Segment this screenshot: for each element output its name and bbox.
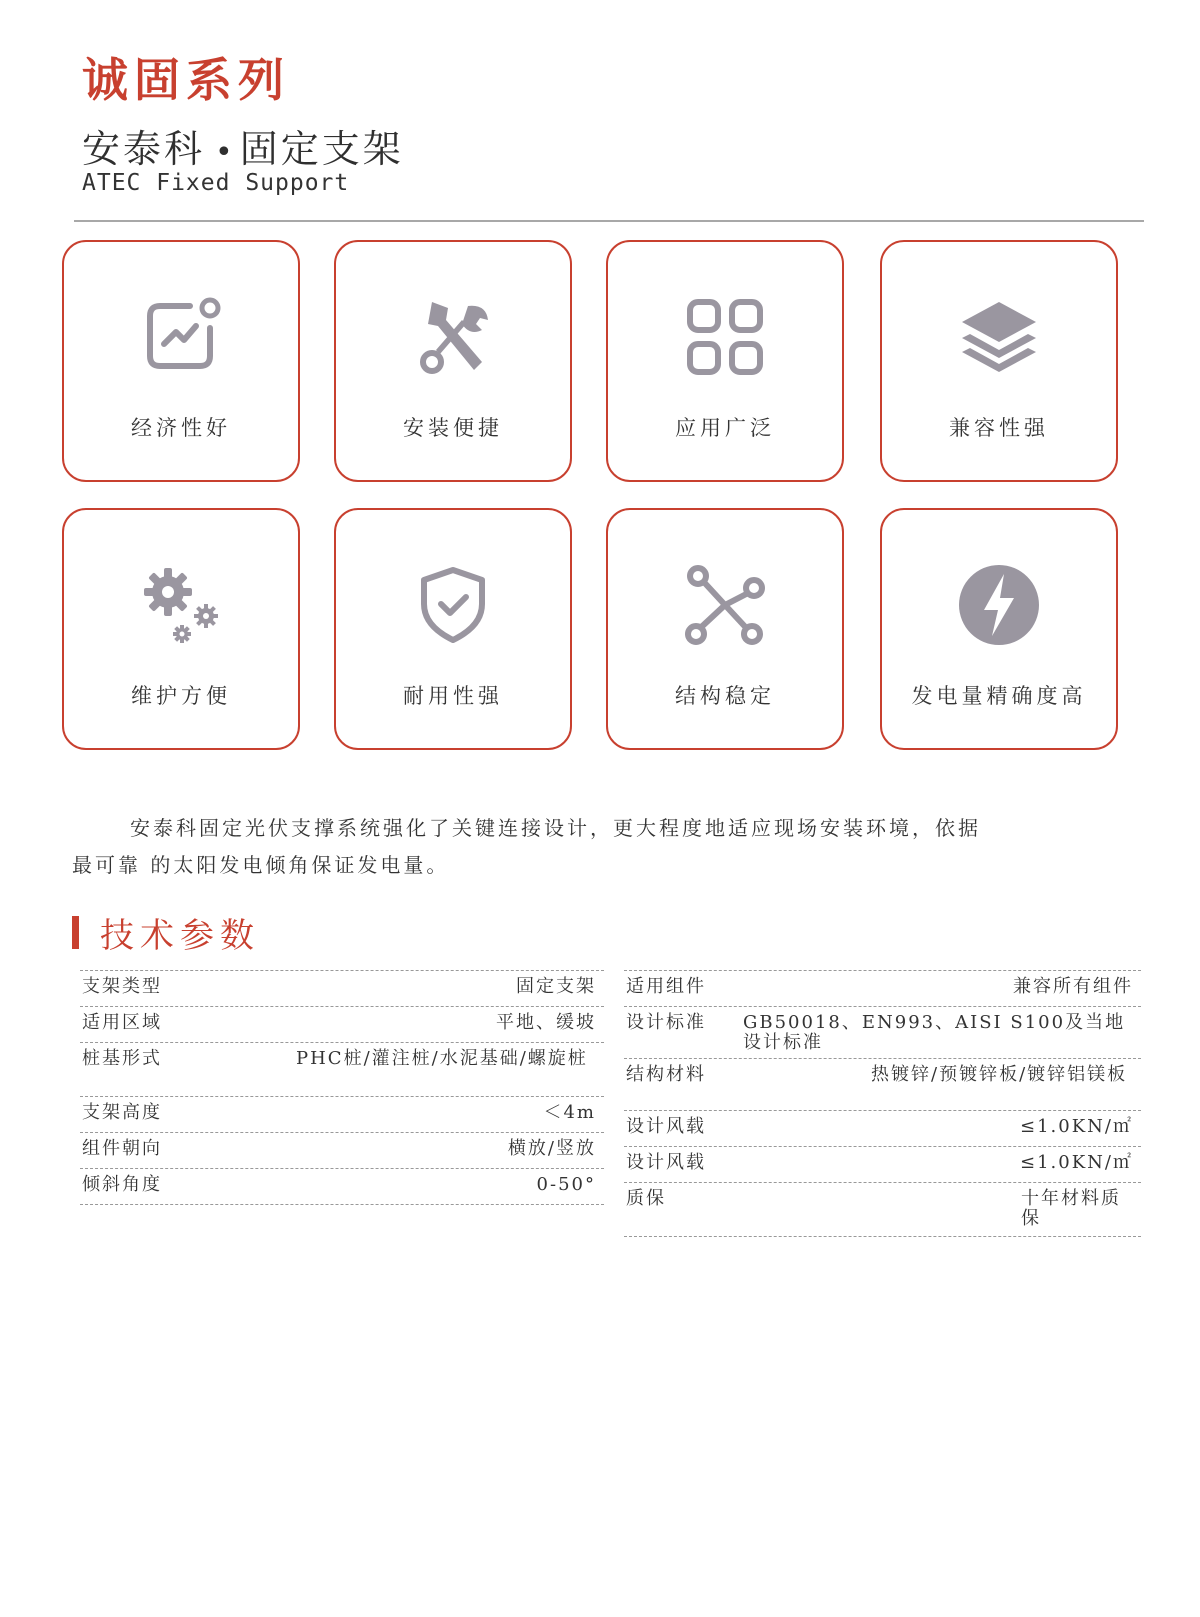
series-title: 诚固系列	[82, 53, 290, 107]
spec-value: ＜4m	[543, 1102, 596, 1123]
feature-label: 应用广泛	[675, 416, 775, 440]
spec-key: 倾斜角度	[82, 1174, 162, 1195]
chart-trend-icon	[138, 294, 224, 380]
spec-value: 十年材料质保	[1021, 1188, 1121, 1229]
feature-card-installation	[334, 240, 572, 482]
product-name: 安泰科	[82, 127, 206, 171]
spec-key: 桩基形式	[82, 1048, 162, 1069]
feature-label: 维护方便	[131, 684, 231, 708]
spec-key: 适用区域	[82, 1012, 162, 1033]
spec-key: 支架高度	[82, 1102, 162, 1123]
spec-row	[624, 1007, 1141, 1059]
feature-card-economy	[62, 240, 300, 482]
spec-row	[80, 1007, 604, 1043]
product-english-name: ATEC Fixed Support	[82, 170, 350, 196]
feature-label: 耐用性强	[403, 684, 503, 708]
grid-squares-icon	[682, 294, 768, 380]
feature-card-stability	[606, 508, 844, 750]
spec-value: ≤1.0KN/㎡	[1020, 1116, 1133, 1137]
feature-card-application	[606, 240, 844, 482]
spec-key: 支架类型	[82, 976, 162, 997]
spec-row	[80, 1043, 604, 1097]
spec-value: 0-50°	[536, 1174, 596, 1195]
specs-title: 技术参数	[100, 916, 260, 956]
layers-icon	[956, 294, 1042, 380]
spec-key: 设计标准	[626, 1012, 706, 1033]
feature-card-durability	[334, 508, 572, 750]
spec-row	[80, 971, 604, 1007]
spec-value: 横放/竖放	[507, 1138, 596, 1159]
spec-row	[80, 1169, 604, 1205]
spec-key: 设计风载	[626, 1116, 706, 1137]
feature-label: 兼容性强	[949, 416, 1049, 440]
spec-row	[624, 1059, 1141, 1111]
section-marker	[72, 916, 79, 949]
spec-key: 设计风载	[626, 1152, 706, 1173]
intro-paragraph	[72, 810, 1127, 884]
feature-label: 经济性好	[131, 416, 231, 440]
tools-icon	[410, 294, 496, 380]
intro-line-1: 安泰科固定光伏支撑系统强化了关键连接设计，更大程度地适应现场安装环境，依据	[130, 816, 981, 840]
title-dot: •	[215, 135, 236, 170]
spec-table-left	[80, 970, 604, 1205]
spec-value: 热镀锌/预镀锌板/镀锌铝镁板	[871, 1064, 1128, 1085]
header-divider	[74, 220, 1144, 222]
spec-value: PHC桩/灌注桩/水泥基础/螺旋桩	[296, 1048, 588, 1069]
product-type: 固定支架	[239, 127, 404, 171]
product-title	[82, 118, 404, 173]
feature-card-power-accuracy	[880, 508, 1118, 750]
shield-check-icon	[410, 562, 496, 648]
spec-row	[624, 1147, 1141, 1183]
feature-card-maintenance	[62, 508, 300, 750]
spec-row	[624, 1111, 1141, 1147]
feature-card-compatibility	[880, 240, 1118, 482]
spec-value: 固定支架	[516, 976, 596, 997]
spec-value: 兼容所有组件	[1013, 976, 1133, 997]
spec-row	[80, 1133, 604, 1169]
spec-value: 平地、缓坡	[496, 1012, 596, 1033]
spec-row	[80, 1097, 604, 1133]
spec-key: 结构材料	[626, 1064, 706, 1085]
spec-row	[624, 1183, 1141, 1237]
spec-table-right	[624, 970, 1141, 1237]
spec-key: 质保	[626, 1188, 666, 1209]
lightning-icon	[956, 562, 1042, 648]
feature-label: 安装便捷	[403, 416, 503, 440]
spec-key: 适用组件	[626, 976, 706, 997]
spec-value: GB50018、EN993、AISI S100及当地设计标准	[743, 1012, 1126, 1053]
feature-label: 结构稳定	[675, 684, 775, 708]
intro-line-2: 最可靠 的太阳发电倾角保证发电量。	[72, 853, 450, 877]
network-nodes-icon	[682, 562, 768, 648]
spec-value: ≤1.0KN/㎡	[1020, 1152, 1133, 1173]
gears-icon	[138, 562, 224, 648]
feature-label: 发电量精确度高	[911, 684, 1087, 708]
spec-key: 组件朝向	[82, 1138, 162, 1159]
spec-row	[624, 971, 1141, 1007]
